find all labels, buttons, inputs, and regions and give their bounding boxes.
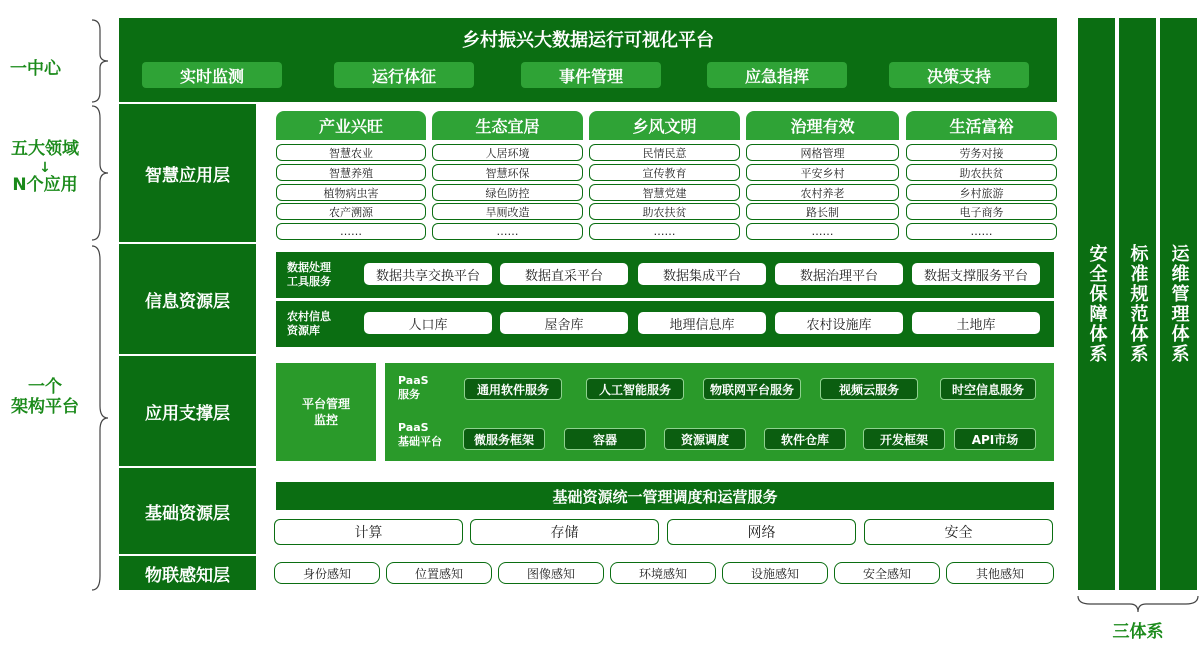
domain-item[interactable]: 劳务对接 — [906, 144, 1057, 161]
layer-iot-sensing: 物联感知层 — [119, 556, 256, 590]
geo-info-db[interactable]: 地理信息库 — [637, 311, 767, 335]
platform-monitor-line2: 监控 — [313, 413, 338, 427]
base-resource-title: 基础资源统一管理调度和运营服务 — [276, 482, 1054, 510]
network-resource[interactable]: 网络 — [667, 519, 856, 545]
security-sensing[interactable]: 安全感知 — [834, 562, 940, 584]
domain-item[interactable]: 路长制 — [746, 203, 899, 220]
domain-item[interactable]: 智慧党建 — [589, 184, 740, 201]
standard-system-label: 标准规范体系 — [1127, 244, 1149, 364]
down-arrow-icon: ↓ — [39, 159, 51, 176]
security-system-label: 安全保障体系 — [1086, 244, 1108, 364]
domain-head-civilization[interactable]: 乡风文明 — [589, 111, 740, 140]
domain-item[interactable]: 平安乡村 — [746, 164, 899, 181]
resource-db-label-line1: 农村信息 — [287, 310, 331, 323]
domain-head-ecology[interactable]: 生态宜居 — [432, 111, 583, 140]
compute-resource[interactable]: 计算 — [274, 519, 463, 545]
other-sensing[interactable]: 其他感知 — [946, 562, 1054, 584]
data-sharing-exchange-platform[interactable]: 数据共享交换平台 — [363, 262, 493, 286]
identity-sensing[interactable]: 身份感知 — [274, 562, 380, 584]
spatiotemporal-service[interactable]: 时空信息服务 — [940, 378, 1036, 400]
label-five-domains-line1: 五大领域 — [11, 139, 79, 159]
platform-monitor-line1: 平台管理 — [301, 397, 350, 411]
domain-item-more[interactable]: …… — [276, 223, 426, 240]
domain-item[interactable]: 植物病虫害 — [276, 184, 426, 201]
domain-item-more[interactable]: …… — [906, 223, 1057, 240]
domains-grid — [276, 111, 1057, 241]
domain-head-industry[interactable]: 产业兴旺 — [276, 111, 426, 140]
domain-item[interactable]: 电子商务 — [906, 203, 1057, 220]
layer-information-resource: 信息资源层 — [119, 244, 256, 354]
label-five-domains-line2: N个应用 — [12, 174, 78, 195]
domain-item[interactable]: 旱厕改造 — [432, 203, 583, 220]
data-direct-collection-platform[interactable]: 数据直采平台 — [499, 262, 629, 286]
label-one-center: 一中心 — [10, 59, 61, 79]
population-db[interactable]: 人口库 — [363, 311, 493, 335]
domain-item[interactable]: 农村养老 — [746, 184, 899, 201]
domain-item[interactable]: 助农扶贫 — [589, 203, 740, 220]
paas-service-label-line1: PaaS — [398, 374, 429, 387]
domain-item[interactable]: 智慧农业 — [276, 144, 426, 161]
domain-item-more[interactable]: …… — [746, 223, 899, 240]
container[interactable]: 容器 — [564, 428, 646, 450]
ops-system-label: 运维管理体系 — [1168, 244, 1190, 364]
domain-head-prosperity[interactable]: 生活富裕 — [906, 111, 1057, 140]
platform-title: 乡村振兴大数据运行可视化平台 — [462, 30, 714, 51]
domain-head-governance[interactable]: 治理有效 — [746, 111, 899, 140]
paas-base-label-line1: PaaS — [398, 421, 429, 434]
brace-icon — [88, 244, 112, 592]
realtime-monitor-button[interactable]: 实时监测 — [142, 62, 282, 88]
security-system-column[interactable] — [1078, 18, 1115, 590]
resource-db-label — [287, 310, 357, 338]
data-tools-label-line2: 工具服务 — [287, 275, 331, 288]
brace-icon — [88, 18, 112, 104]
facility-sensing[interactable]: 设施感知 — [722, 562, 828, 584]
emergency-command-button[interactable]: 应急指挥 — [707, 62, 847, 88]
resource-db-label-line2: 资源库 — [287, 324, 320, 337]
domain-item[interactable]: 宣传教育 — [589, 164, 740, 181]
paas-service-label — [398, 374, 458, 402]
domain-item[interactable]: 人居环境 — [432, 144, 583, 161]
video-cloud-service[interactable]: 视频云服务 — [820, 378, 918, 400]
paas-base-label — [398, 421, 462, 449]
decision-support-button[interactable]: 决策支持 — [889, 62, 1029, 88]
rural-facility-db[interactable]: 农村设施库 — [774, 311, 904, 335]
three-systems-label: 三体系 — [1112, 622, 1164, 643]
data-support-service-platform[interactable]: 数据支撑服务平台 — [911, 262, 1041, 286]
brace-icon — [88, 104, 112, 242]
iot-platform-service[interactable]: 物联网平台服务 — [703, 378, 801, 400]
data-tools-label-line1: 数据处理 — [287, 261, 331, 274]
label-five-domains — [5, 140, 85, 195]
domain-item[interactable]: 智慧环保 — [432, 164, 583, 181]
operation-signs-button[interactable]: 运行体征 — [334, 62, 474, 88]
domain-item-more[interactable]: …… — [432, 223, 583, 240]
paas-base-label-line2: 基础平台 — [398, 435, 442, 448]
domain-item-more[interactable]: …… — [589, 223, 740, 240]
storage-resource[interactable]: 存储 — [470, 519, 659, 545]
software-repository[interactable]: 软件仓库 — [764, 428, 846, 450]
domain-item[interactable]: 智慧养殖 — [276, 164, 426, 181]
microservice-framework[interactable]: 微服务框架 — [463, 428, 545, 450]
common-software-service[interactable]: 通用软件服务 — [464, 378, 562, 400]
layer-smart-application: 智慧应用层 — [119, 104, 256, 242]
security-resource[interactable]: 安全 — [864, 519, 1053, 545]
domain-item[interactable]: 网格管理 — [746, 144, 899, 161]
label-one-platform-line2: 架构平台 — [11, 396, 79, 417]
paas-service-label-line2: 服务 — [398, 388, 420, 401]
label-one-platform-line1: 一个 — [28, 377, 62, 397]
location-sensing[interactable]: 位置感知 — [386, 562, 492, 584]
ops-system-column[interactable] — [1160, 18, 1197, 590]
platform-monitor-box[interactable] — [276, 363, 376, 461]
data-integration-platform[interactable]: 数据集成平台 — [637, 262, 767, 286]
layer-application-support: 应用支撑层 — [119, 356, 256, 466]
standard-system-column[interactable] — [1119, 18, 1156, 590]
layer-base-resource: 基础资源层 — [119, 468, 256, 554]
housing-db[interactable]: 屋舍库 — [499, 311, 629, 335]
label-one-platform — [5, 378, 85, 417]
environment-sensing[interactable]: 环境感知 — [610, 562, 716, 584]
data-governance-platform[interactable]: 数据治理平台 — [774, 262, 904, 286]
ai-service[interactable]: 人工智能服务 — [586, 378, 684, 400]
dev-framework[interactable]: 开发框架 — [863, 428, 945, 450]
domain-item[interactable]: 民情民意 — [589, 144, 740, 161]
domain-item[interactable]: 绿色防控 — [432, 184, 583, 201]
domain-item[interactable]: 助农扶贫 — [906, 164, 1057, 181]
data-tools-label — [287, 261, 357, 289]
land-db[interactable]: 土地库 — [911, 311, 1041, 335]
image-sensing[interactable]: 图像感知 — [498, 562, 604, 584]
domain-item[interactable]: 农产溯源 — [276, 203, 426, 220]
domain-item[interactable]: 乡村旅游 — [906, 184, 1057, 201]
api-market[interactable]: API市场 — [954, 428, 1036, 450]
brace-icon — [1076, 594, 1200, 614]
resource-scheduling[interactable]: 资源调度 — [664, 428, 746, 450]
event-management-button[interactable]: 事件管理 — [521, 62, 661, 88]
